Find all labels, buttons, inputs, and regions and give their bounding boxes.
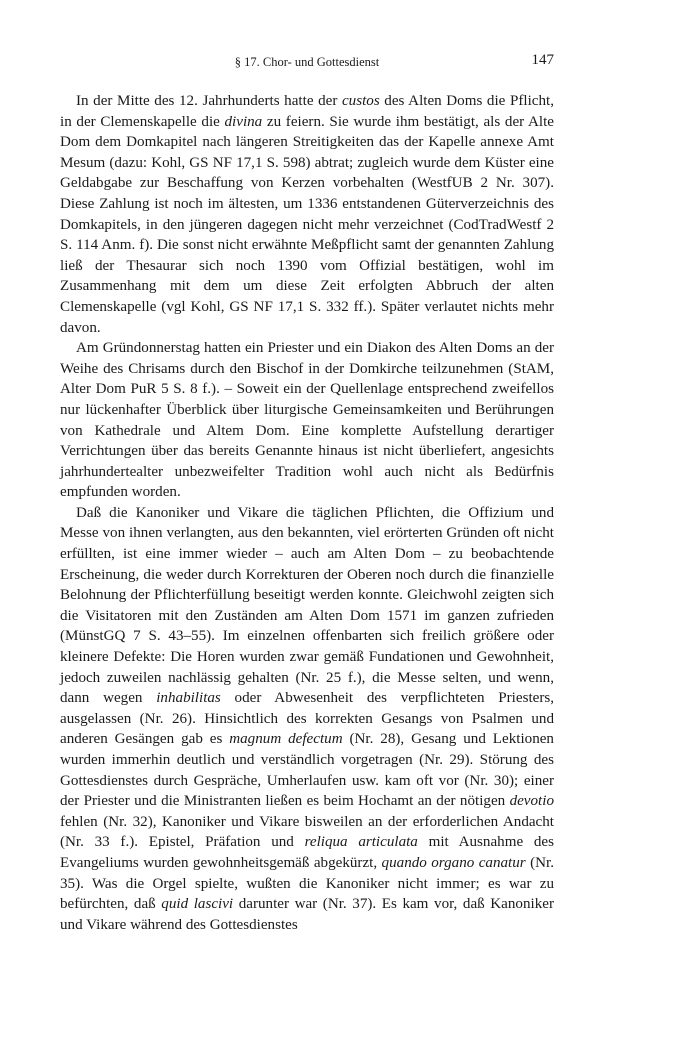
text-run: oder Abwesenheit des verpflichteten Priesters, ausgelassen (Nr. 26). Hinsichtlich des korrekten Gesangs von Psalmen und anderen Gesängen gab es — [60, 690, 555, 748]
text-run: mit Ausnahme des Evangeliums wurden gewohnheitsgemäß abgekürzt, — [60, 834, 554, 871]
text-run: des Alten Doms die Pflicht, in der Clemenskapelle die — [60, 93, 554, 130]
body-text — [60, 91, 554, 935]
paragraph — [60, 338, 554, 503]
running-header-title: § 17. Chor- und Gottesdienst — [234, 55, 380, 69]
text-run: zu feiern. Sie wurde ihm bestätigt, als der Alte Dom dem Domkapitel nach längeren Streitigkeiten das der Kapelle annexe Amt Mesum (dazu: Kohl, GS NF 17,1 S. 598) abtrat; zugleich wurde dem Küster eine Geldabgabe zur Beschaffung von Kerzen vorbehalten (WestfUB 2 Nr. 307). Diese Zahlung ist noch im ältesten, um 1336 entstandenen Güterverzeichnis des Domkapitels, in den jüngeren dagegen nicht mehr verzeichnet (CodTradWestf 2 S. 114 Anm. f). Die sonst nicht erwähnte Meßpflicht samt der genannten Zahlung ließ der Thesaurar sich noch 1390 vom Offizial bestätigen, wohl im Zusammenhang mit dem um diese Zeit erfolgten Abbruch der alten Clemenskapelle (vgl Kohl, GS NF 17,1 S. 332 ff.). Später verlautet nichts mehr davon. — [60, 113, 554, 336]
italic-term: magnum defectum — [229, 731, 343, 748]
text-run: darunter war (Nr. 37). Es kam vor, daß Kanoniker und Vikare während des Gottesdienstes — [60, 896, 554, 933]
italic-term: reliqua articulata — [304, 834, 418, 851]
italic-term: quando organo canatur — [381, 854, 526, 871]
paragraph — [60, 503, 554, 935]
italic-term: quid lascivi — [161, 896, 234, 913]
italic-term: custos — [341, 93, 380, 109]
text-run: fehlen (Nr. 32), Kanoniker und Vikare bisweilen an der erforderlichen Andacht (Nr. 33 f.). Epistel, Präfation und — [60, 813, 554, 851]
text-run: (Nr. 28), Gesang und Lektionen wurden immerhin deutlich und verständlich vorgetragen (Nr. 29). Störung des Gottesdienstes durch Gespräche, Umherlaufen usw. kam oft vor (Nr. 30); einer der Priester und die Ministranten ließen es beim Hochamt an der nötigen — [60, 731, 554, 810]
running-header — [60, 52, 554, 72]
text-run: In der Mitte des 12. Jahrhunderts hatte der — [76, 93, 342, 109]
italic-term: inhabilitas — [156, 690, 221, 707]
text-run: Daß die Kanoniker und Vikare die täglichen Pflichten, die Offizium und Messe von ihnen verlangten, aus den bekannten, viel erörterten Gründen oft nicht erfüllten, ist eine immer wieder – auch am Alten Dom – zu beobachtende Erscheinung, die weder durch Korrekturen der Oberen noch durch die finanzielle Belohnung der Pflichterfüllung beseitigt werden konnte. Gleichwohl zeigten sich die Visitatoren mit den Zuständen am Alten Dom 1571 im ganzen zufrieden (MünstGQ 7 S. 43–55). Im einzelnen offenbarten sich freilich größere oder kleinere Defekte: Die Horen wurden zwar gemäß Fundationen und Gewohnheit, jedoch zuweilen nachlässig gehalten (Nr. 25 f.), die Messe selten, und wenn, dann wegen — [60, 504, 554, 707]
page-number: 147 — [531, 52, 554, 68]
text-run: (Nr. 35). Was die Orgel spielte, wußten die Kanoniker nicht immer; es war zu befürchten, daß — [60, 854, 554, 913]
italic-term: divina — [224, 113, 263, 130]
paragraph — [60, 91, 554, 338]
text-run: Am Gründonnerstag hatten ein Priester und ein Diakon des Alten Doms an der Weihe des Chrisams durch den Bischof in der Domkirche teilzunehmen (StAM, Alter Dom PuR 5 S. 8 f.). – Soweit ein der Quellenlage entsprechend zweifellos nur lückenhafter Überblick über liturgische Gemeinsamkeiten und Berührungen von Kathedrale und Altem Dom. Eine komplette Aufstellung derartiger Verrichtungen über das bereits Genannte hinaus ist nicht überliefert, angesichts jahrhundertealter unbezweifelter Tradition wohl auch nicht als Bedürfnis empfunden worden. — [60, 340, 554, 501]
italic-term: devotio — [509, 793, 554, 810]
